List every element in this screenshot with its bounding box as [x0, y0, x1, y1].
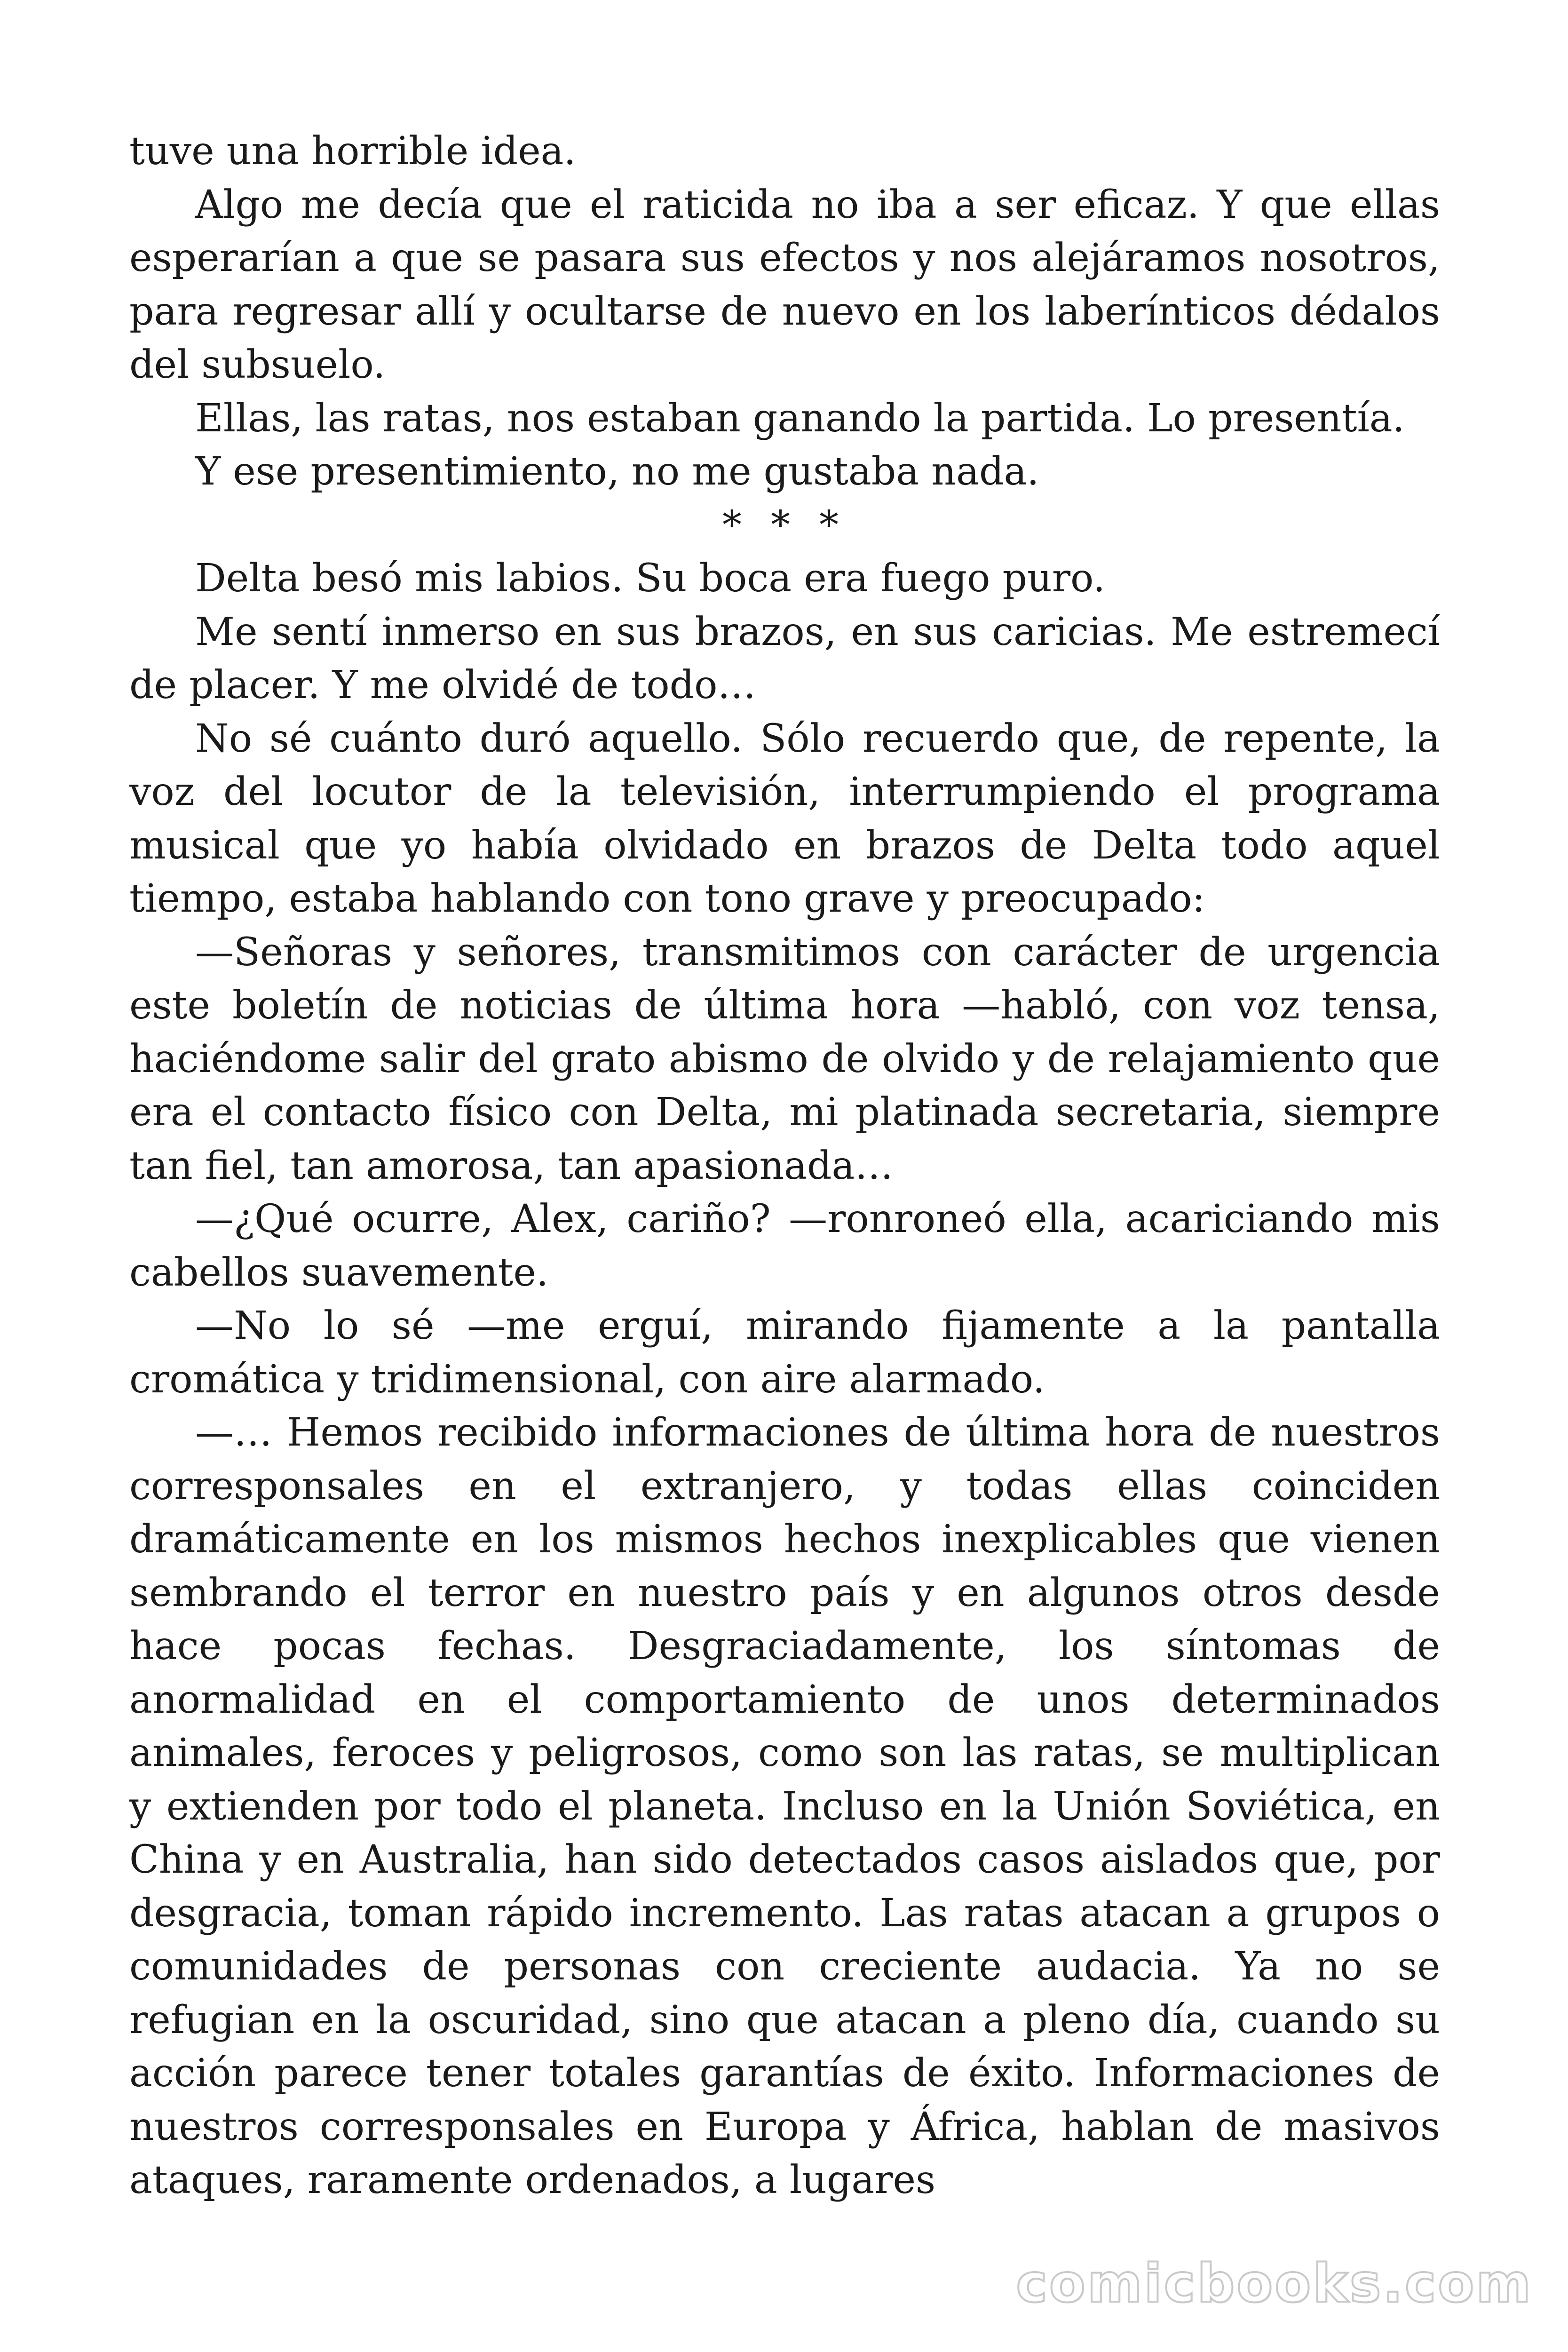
paragraph: —¿Qué ocurre, Alex, cariño? —ronroneó ella, acariciando mis cabellos suavemente. [129, 1197, 1440, 1295]
paragraph: Algo me decía que el raticida no iba a ser eficaz. Y que ellas esperarían a que se pasara sus efectos y nos alejáramos nosotros, para regresar allí y ocultarse de nuevo en los laberínticos dédalos del subsuelo. [129, 182, 1440, 387]
page-text [129, 125, 1440, 2207]
scene-separator: * * * [722, 502, 847, 548]
watermark: comicbooks.com [1016, 2253, 1533, 2314]
paragraph: —No lo sé —me erguí, mirando fijamente a la pantalla cromática y tridimensional, con aire alarmado. [129, 1303, 1440, 1402]
paragraph: —… Hemos recibido informaciones de última hora de nuestros corresponsales en el extranjero, y todas ellas coinciden dramáticamente en los mismos hechos inexplicables que vienen sembrando el terror en nuestro país y en algunos otros desde hace pocas fechas. Desgraciadamente, los síntomas de anormalidad en el comportamiento de unos determinados animales, feroces y peligrosos, como son las ratas, se multiplican y extienden por todo el planeta. Incluso en la Unión Soviética, en China y en Australia, han sido detectados casos aislados que, por desgracia, toman rápido incremento. Las ratas atacan a grupos o comunidades de personas con creciente audacia. Ya no se refugian en la oscuridad, sino que atacan a pleno día, cuando su acción parece tener totales garantías de éxito. Informaciones de nuestros corresponsales en Europa y África, hablan de masivos ataques, raramente ordenados, a lugares [129, 1410, 1440, 2202]
paragraph: Ellas, las ratas, nos estaban ganando la partida. Lo presentía. [195, 396, 1405, 441]
paragraph: Me sentí inmerso en sus brazos, en sus caricias. Me estremecí de placer. Y me olvidé de todo… [129, 609, 1440, 707]
paragraph: Delta besó mis labios. Su boca era fuego puro. [195, 556, 1106, 601]
paragraph: Y ese presentimiento, no me gustaba nada. [195, 449, 1039, 494]
paragraph: —Señoras y señores, transmitimos con carácter de urgencia este boletín de noticias de última hora —habló, con voz tensa, haciéndome salir del grato abismo de olvido y de relajamiento que era el contacto físico con Delta, mi platinada secretaria, siempre tan fiel, tan amorosa, tan apasionada… [129, 930, 1440, 1188]
paragraph: tuve una horrible idea. [129, 129, 576, 174]
paragraph: No sé cuánto duró aquello. Sólo recuerdo que, de repente, la voz del locutor de la televisión, interrumpiendo el programa musical que yo había olvidado en brazos de Delta todo aquel tiempo, estaba hablando con tono grave y preocupado: [129, 716, 1440, 921]
